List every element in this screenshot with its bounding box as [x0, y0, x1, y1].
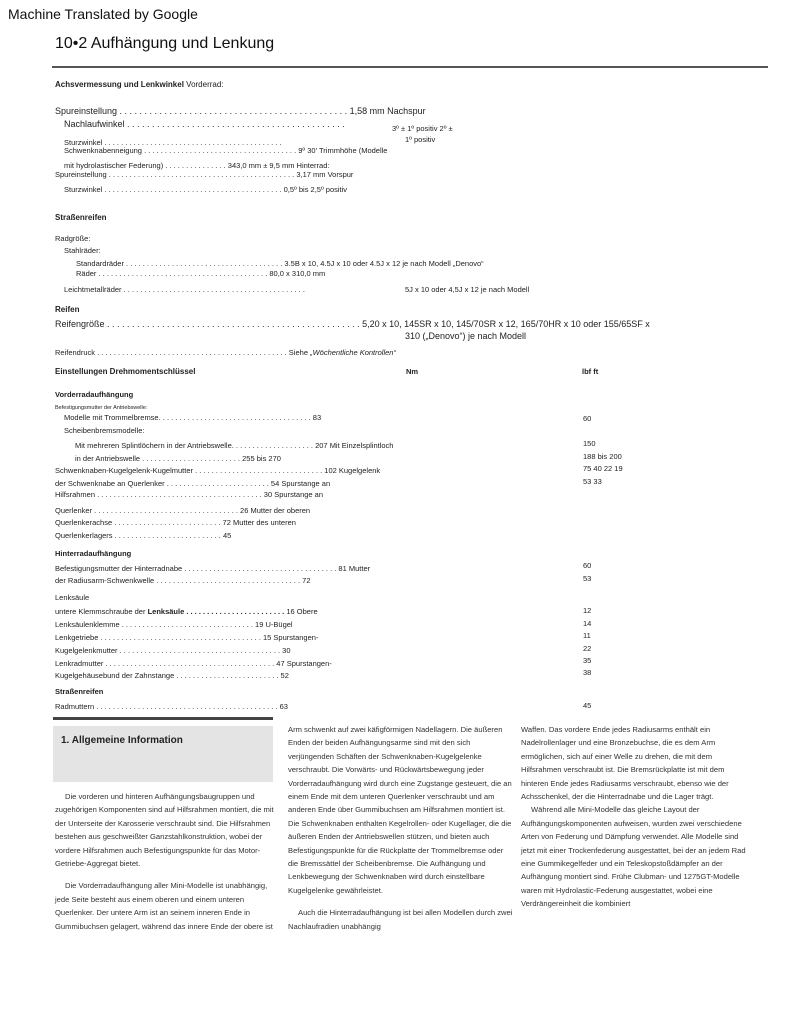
body-column-2	[288, 723, 513, 942]
lbf-value: 60	[583, 414, 592, 423]
spec-line: Spureinstellung . . . . . . . . . . . . . . . . . . . . . . . . . . . . . . . . . . . . . . . . . . . . . 3,17 mm Vorspur	[55, 170, 354, 179]
spec-line: Schwenknaben-Kugelgelenk-Kugelmutter . . . . . . . . . . . . . . . . . . . . . . . . . . . . . . . 102 Kugelgelenk	[55, 466, 381, 475]
lbf-value: 45	[583, 701, 592, 710]
paragraph: Während alle Mini-Modelle das gleiche Layout der Aufhängungskomponenten aufweisen, wurden zwei verschiedene Arten von Federung und Dämpfung verwendet. Alle Modelle sind jetzt mit einer Trockenfederung ausgestattet, bei der an jedem Rad eine Gummikegelfeder und ein Teleskopstoßdämpfer an der Aufhängung montiert sind. Frühe Clubman- und 1275GT-Modelle waren mit Hydrolastic-Federung ausgestattet, wobei eine Verdrängereinheit die kombiniert	[521, 805, 746, 909]
spec-line: Hilfsrahmen . . . . . . . . . . . . . . . . . . . . . . . . . . . . . . . . . . . . . . . . 30 Spurstange an	[55, 490, 324, 499]
lbf-value: 75 40 22 19	[583, 464, 623, 473]
spec-line: der Radiusarm-Schwenkwelle . . . . . . . . . . . . . . . . . . . . . . . . . . . . . . . . . . . 72	[55, 576, 311, 585]
spec-line: Querlenkerlagers . . . . . . . . . . . . . . . . . . . . . . . . . . 45	[55, 531, 232, 540]
front-suspension-heading: Vorderradaufhängung	[55, 390, 134, 399]
steering-column-heading: Lenksäule	[55, 593, 90, 602]
machine-translation-banner: Machine Translated by Google	[8, 6, 198, 22]
spec-line: Kugelgehäusebund der Zahnstange . . . . . . . . . . . . . . . . . . . . . . . . . 52	[55, 671, 289, 680]
lbf-value: 14	[583, 619, 592, 628]
driveshaft-nut-label: Befestigungsmutter der Antriebswelle:	[55, 405, 148, 411]
spec-line: mit hydrolastischer Federung) . . . . . . . . . . . . . . . 343,0 mm ± 9,5 mm Hinterrad:	[64, 161, 330, 170]
lbf-value: 60	[583, 561, 592, 570]
spec-line: Reifengröße . . . . . . . . . . . . . . . . . . . . . . . . . . . . . . . . . . . . . . . . . . . . . . . . . . . 5,20 x 10, 145SR x 10, 145/70SR x 12, 165/70HR x 10 oder 155/65SF x	[55, 319, 650, 329]
nm-column-header: Nm	[406, 367, 419, 376]
spec-line: Querlenker . . . . . . . . . . . . . . . . . . . . . . . . . . . . . . . . . . . 26 Mutter der oberen	[55, 506, 311, 515]
spec-line: Querlenkerachse . . . . . . . . . . . . . . . . . . . . . . . . . . 72 Mutter des unteren	[55, 518, 296, 527]
spec-line: Sturzwinkel . . . . . . . . . . . . . . . . . . . . . . . . . . . . . . . . . . . . . . . . . . . 0,5º bis 2,5º positiv	[64, 185, 348, 194]
tyre-pressure-label: Reifendruck . . . . . . . . . . . . . . . . . . . . . . . . . . . . . . . . . . . . . . . . . . . . . . Siehe	[55, 348, 308, 357]
section-heading-box	[53, 726, 273, 782]
alignment-heading-bold: Achsvermessung und Lenkwinkel	[55, 80, 184, 89]
tyre-pressure-line	[55, 348, 396, 357]
spec-line: in der Antriebswelle . . . . . . . . . . . . . . . . . . . . . . . . 255 bis 270	[75, 454, 281, 463]
weekly-checks-reference[interactable]: „Wöchentliche Kontrollen“	[310, 348, 396, 357]
spec-line: Spureinstellung . . . . . . . . . . . . . . . . . . . . . . . . . . . . . . . . . . . . . . . . . . . . . . 1,58 mm Nachspur	[55, 106, 426, 116]
spec-line: Lenksäulenklemme . . . . . . . . . . . . . . . . . . . . . . . . . . . . . . . . 19 U-Bügel	[55, 620, 293, 629]
spec-line: 1º positiv	[405, 135, 436, 144]
spec-line: Kugelgelenkmutter . . . . . . . . . . . . . . . . . . . . . . . . . . . . . . . . . . . . . . . 30	[55, 646, 291, 655]
spec-line: 3º ± 1º positiv 2º ±	[392, 124, 453, 133]
steering-line-bold: Lenksäule . . . . . . . . . . . . . . . . . . . . . . . .	[147, 607, 285, 616]
spec-line: Mit mehreren Splintlöchern in der Antriebswelle. . . . . . . . . . . . . . . . . . . . 207 Mit Einzelsplintloch	[75, 441, 394, 450]
paragraph: Waffen. Das vordere Ende jedes Radiusarms enthält ein Nadelrollenlager und eine Bronzebuchse, die es dem Arm ermöglichen, sich auf einer Welle zu drehen, die mit dem Hilfsrahmen verschraubt ist. Die Bremsrückplatte ist mit dem hinteren Ende jedes Radiusarms verschraubt, ebenso wie der Achsschenkel, der die Hinterradnabe und die Lager trägt.	[521, 725, 729, 802]
steering-line	[55, 607, 318, 616]
torque-heading: Einstellungen Drehmomentschlüssel	[55, 367, 196, 376]
rear-suspension-heading: Hinterradaufhängung	[55, 549, 132, 558]
spec-line: Lenkgetriebe . . . . . . . . . . . . . . . . . . . . . . . . . . . . . . . . . . . . . . . 15 Spurstangen-	[55, 633, 319, 642]
page-title: 10•2 Aufhängung und Lenkung	[55, 35, 275, 52]
body-column-3	[521, 723, 746, 920]
spec-line: Lenkradmutter . . . . . . . . . . . . . . . . . . . . . . . . . . . . . . . . . . . . . . . . . 47 Spurstangen-	[55, 659, 332, 668]
lbf-value: 188 bis 200	[583, 452, 622, 461]
wheel-size-label: Radgröße:	[55, 234, 91, 243]
road-wheels-torque-heading: Straßenreifen	[55, 687, 104, 696]
body-column-1	[55, 790, 275, 942]
lbf-value: 35	[583, 656, 592, 665]
spec-line: Räder . . . . . . . . . . . . . . . . . . . . . . . . . . . . . . . . . . . . . . . . . 80,0 x 310,0 mm	[76, 269, 326, 278]
spec-line: Scheibenbremsmodelle:	[64, 426, 145, 435]
paragraph: Arm schwenkt auf zwei käfigförmigen Nadellagern. Die äußeren Enden der beiden Aufhängungsarme sind mit den sich verjüngenden Schäften der Schwenknaben-Kugelgelenke verschraubt. Die Vorwärts- und Rückwärtsbewegung jeder Vorderradaufhängung wird durch eine Zugstange gesteuert, die an einem Ende mit dem unteren Querlenker verschraubt und am anderen Ende über Gummibuchsen am Hilfsrahmen montiert ist. Die Schwenknaben enthalten Kegelrollen- oder Kugellager, die die äußeren Enden der Antriebswellen stützen, und bieten auch Befestigungspunkte für die Rückplatte der Trommelbremse oder die Bremssättel der Scheibenbremse. Die Aufhängung und Lenkbewegung der Schwenknaben wird durch einstellbare Kugelgelenke gewährleistet.	[288, 725, 512, 895]
spec-line: Schwenknabenneigung . . . . . . . . . . . . . . . . . . . . . . . . . . . . . . . . . . . . . 9º 30' Trimmhöhe (Modelle	[64, 146, 388, 155]
spec-line: der Schwenknabe an Querlenker . . . . . . . . . . . . . . . . . . . . . . . . . 54 Spurstange an	[55, 479, 331, 488]
paragraph: Auch die Hinterradaufhängung ist bei allen Modellen durch zwei Nachlaufradien unabhängig	[288, 908, 513, 931]
section-rule	[53, 717, 273, 720]
paragraph: Die Vorderradaufhängung aller Mini-Modelle ist unabhängig, jede Seite besteht aus einem oberen und einem unteren Querlenker. Der untere Arm ist an seinem inneren Ende in Gummibuchsen gelagert, während das innere Ende der obere ist	[55, 881, 273, 931]
paragraph: Die vorderen und hinteren Aufhängungsbaugruppen und zugehörigen Komponenten sind auf Hilfsrahmen montiert, die mit der Unterseite der Karosserie verschraubt sind. Die Hilfsrahmen bestehen aus geschweißter Ganzstahlkonstruktion, wobei der vordere Hilfsrahmen auch Befestigungspunkte für das Motor-Getriebe-Aggregat bietet.	[55, 792, 274, 869]
alignment-heading	[55, 80, 224, 89]
road-wheels-heading: Straßenreifen	[55, 213, 107, 222]
spec-line: Standardräder . . . . . . . . . . . . . . . . . . . . . . . . . . . . . . . . . . . . . . 3.5B x 10, 4.5J x 10 oder 4.5J x 12 je nach Modell „Denovo“	[76, 259, 484, 268]
spec-line: Sturzwinkel . . . . . . . . . . . . . . . . . . . . . . . . . . . . . . . . . . . . . . . . . . .	[64, 138, 282, 147]
spec-line: 310 („Denovo“) je nach Modell	[405, 331, 527, 341]
lbf-value: 53	[583, 574, 592, 583]
lbf-value: 11	[583, 631, 591, 640]
steering-line-post: 16 Obere	[286, 607, 318, 616]
lbf-value: 53 33	[583, 477, 602, 486]
spec-line: Nachlaufwinkel . . . . . . . . . . . . . . . . . . . . . . . . . . . . . . . . . . . . . . . . . . . .	[64, 119, 345, 129]
spec-line: Modelle mit Trommelbremse. . . . . . . . . . . . . . . . . . . . . . . . . . . . . . . . . . . . . 83	[64, 413, 322, 422]
steel-wheels-label: Stahlräder:	[64, 246, 101, 255]
lbf-value: 150	[583, 439, 596, 448]
lbf-value: 38	[583, 668, 592, 677]
spec-value: 5J x 10 oder 4,5J x 12 je nach Modell	[405, 285, 530, 294]
section-heading: 1. Allgemeine Information	[61, 735, 183, 746]
spec-line: Leichtmetallräder . . . . . . . . . . . . . . . . . . . . . . . . . . . . . . . . . . . . . . . . . . . .	[64, 285, 305, 294]
tyres-heading: Reifen	[55, 305, 80, 314]
spec-line: Radmuttern . . . . . . . . . . . . . . . . . . . . . . . . . . . . . . . . . . . . . . . . . . . . 63	[55, 702, 288, 711]
lbf-value: 12	[583, 606, 592, 615]
spec-line: Befestigungsmutter der Hinterradnabe . . . . . . . . . . . . . . . . . . . . . . . . . . . . . . . . . . . . . 81 Mutter	[55, 564, 371, 573]
lbf-column-header: lbf ft	[582, 367, 599, 376]
header-rule	[52, 66, 768, 68]
alignment-heading-rest: Vorderrad:	[186, 80, 224, 89]
steering-line-pre: untere Klemmschraube der	[55, 607, 146, 616]
lbf-value: 22	[583, 644, 592, 653]
